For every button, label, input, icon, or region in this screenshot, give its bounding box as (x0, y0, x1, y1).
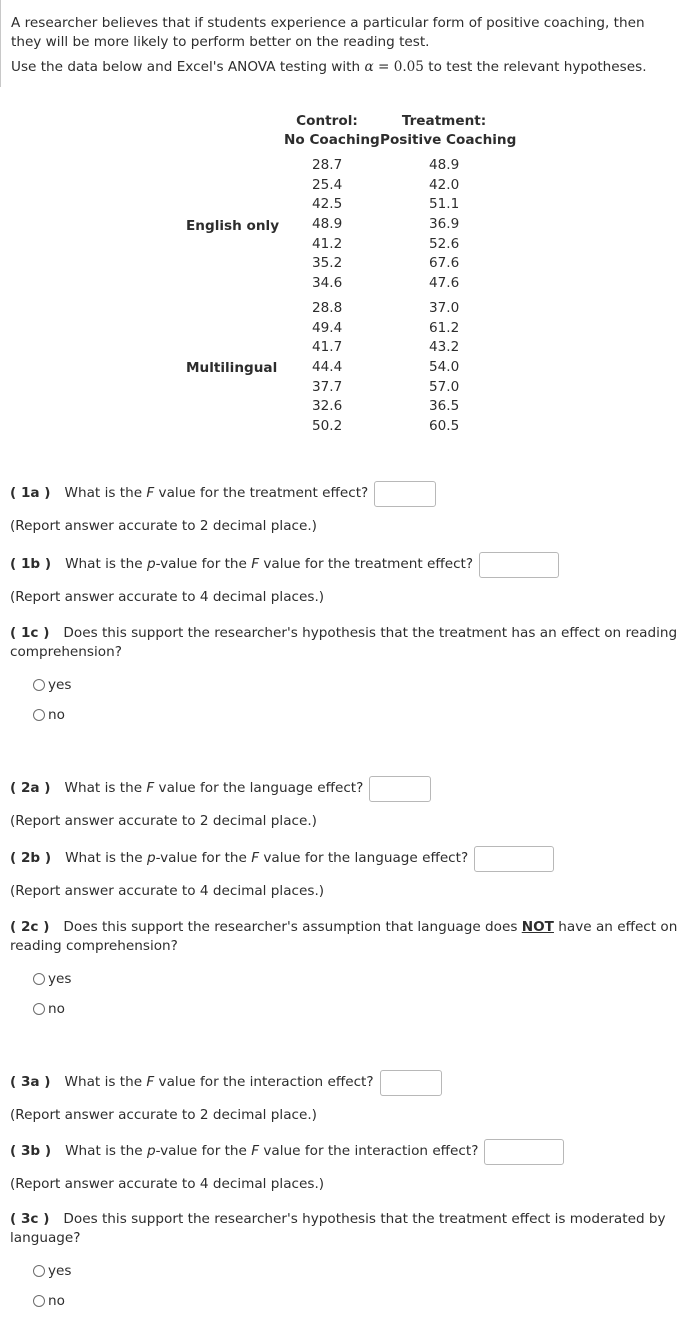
question-number: ( 1c ) (10, 625, 50, 641)
table-cell: 44.4 (312, 359, 343, 376)
table-cell: 43.2 (429, 339, 460, 356)
question-1c (10, 624, 680, 730)
question-text-mid: -value for the (155, 1143, 252, 1160)
f-variable: F (251, 1143, 260, 1160)
treatment-header-line2: Positive Coaching (380, 132, 517, 149)
radio-option-no[interactable] (33, 700, 680, 730)
table-cell: 67.6 (429, 255, 460, 272)
question-number: ( 3c ) (10, 1211, 50, 1227)
table-cell: 41.7 (312, 339, 343, 356)
control-header-line1: Control: (296, 113, 358, 129)
question-text-mid: -value for the (155, 850, 252, 867)
table-cell: 25.4 (312, 176, 343, 193)
radio-option-yes[interactable] (33, 670, 680, 700)
answer-input-3b[interactable] (484, 1139, 564, 1165)
radio-option-yes[interactable] (33, 1256, 680, 1286)
table-cell: 51.1 (429, 196, 460, 213)
table-cell: 50.2 (312, 418, 343, 435)
question-number: ( 2b ) (10, 850, 52, 867)
precision-note: (Report answer accurate to 2 decimal place.) (10, 1107, 317, 1123)
question-number: ( 3b ) (10, 1143, 52, 1160)
question-text (65, 779, 364, 798)
treatment-header-line1: Treatment: (401, 113, 487, 129)
question-3c (10, 1210, 680, 1316)
question-text-emphasis: NOT (521, 919, 554, 935)
question-text-post: value for the language effect? (259, 850, 469, 867)
question-text-post: value for the interaction effect? (154, 1074, 374, 1091)
question-text-pre: What is the (65, 1143, 147, 1160)
table-cell: 35.2 (312, 255, 343, 272)
intro-statement: A researcher believes that if students experience a particular form of positive coaching, then they will be more likely to perform better on the reading test. (11, 15, 645, 51)
answer-input-1b[interactable] (479, 552, 559, 578)
precision-note: (Report answer accurate to 2 decimal place.) (10, 518, 317, 534)
question-2b (10, 846, 680, 901)
table-cell: 34.6 (312, 275, 343, 292)
question-text-post: value for the treatment effect? (154, 485, 369, 502)
table-cell: 36.9 (429, 216, 460, 233)
table-cell: 52.6 (429, 235, 460, 252)
radio-label: no (48, 1000, 65, 1017)
table-cell: 48.9 (429, 157, 460, 173)
radio-button[interactable] (33, 1295, 45, 1307)
table-cell: 47.6 (429, 275, 460, 292)
radio-label: yes (48, 1262, 72, 1279)
question-2a (10, 776, 680, 831)
table-cell: 28.8 (312, 300, 343, 316)
f-variable: F (146, 1074, 155, 1091)
question-text-post: value for the interaction effect? (259, 1143, 479, 1160)
answer-input-2a[interactable] (369, 776, 431, 802)
question-text (65, 484, 369, 503)
question-text-pre: What is the (65, 556, 147, 573)
table-cell: 28.7 (312, 157, 343, 173)
p-variable: p (146, 556, 156, 573)
question-text-pre: What is the (65, 850, 147, 867)
f-variable: F (146, 780, 155, 797)
question-text-pre: What is the (64, 1074, 147, 1091)
treatment-header (380, 112, 517, 150)
question-number: ( 2c ) (10, 919, 50, 935)
radio-button[interactable] (33, 1003, 45, 1015)
precision-note: (Report answer accurate to 4 decimal places.) (10, 1176, 325, 1192)
question-number: ( 2a ) (10, 780, 51, 797)
table-cell: 37.7 (312, 378, 343, 395)
f-variable: F (146, 485, 155, 502)
answer-input-2b[interactable] (474, 846, 554, 872)
problem-intro (0, 0, 680, 87)
question-text-pre: What is the (64, 485, 147, 502)
table-cell: 61.2 (429, 319, 460, 336)
question-text (65, 1073, 374, 1092)
question-text-pre: Does this support the researcher's assumption that language does (63, 919, 522, 935)
alpha-equals: = (373, 59, 394, 76)
precision-note: (Report answer accurate to 4 decimal places.) (10, 883, 325, 899)
question-3b (10, 1139, 680, 1194)
control-header-line2: No Coaching (284, 132, 380, 149)
radio-button[interactable] (33, 973, 45, 985)
question-text (65, 555, 473, 574)
table-cell: 42.0 (429, 176, 460, 193)
p-variable: p (146, 1143, 156, 1160)
table-cell: 41.2 (312, 235, 343, 252)
radio-button[interactable] (33, 1265, 45, 1277)
group-label-multilingual: Multilingual (186, 360, 278, 376)
instructions-suffix: to test the relevant hypotheses. (423, 59, 647, 76)
question-text-post: value for the treatment effect? (259, 556, 474, 573)
table-cell: 54.0 (429, 359, 460, 376)
precision-note: (Report answer accurate to 4 decimal places.) (10, 589, 325, 605)
question-number: ( 1b ) (10, 556, 52, 573)
p-variable: p (146, 850, 156, 867)
radio-label: no (48, 706, 65, 723)
table-cell: 36.5 (429, 398, 460, 415)
table-cell: 37.0 (429, 300, 460, 316)
question-text: Does this support the researcher's hypothesis that the treatment has an effect on reading comprehension? (10, 625, 678, 661)
radio-button[interactable] (33, 709, 45, 721)
question-number: ( 3a ) (10, 1074, 51, 1091)
control-header (284, 112, 380, 150)
question-2c (10, 918, 680, 1024)
radio-option-no[interactable] (33, 1286, 680, 1316)
alpha-symbol: α (364, 59, 374, 76)
question-text-pre: What is the (64, 780, 147, 797)
question-text (65, 1142, 478, 1161)
question-text-mid: -value for the (155, 556, 252, 573)
multilingual-control-values (312, 299, 362, 437)
radio-button[interactable] (33, 679, 45, 691)
radio-label: no (48, 1292, 65, 1309)
f-variable: F (251, 850, 260, 867)
intro-instructions (11, 58, 672, 77)
table-cell: 49.4 (312, 319, 343, 336)
radio-label: yes (48, 970, 72, 987)
radio-option-yes[interactable] (33, 964, 680, 994)
table-cell: 57.0 (429, 378, 460, 395)
english-treatment-values (429, 156, 479, 294)
table-cell: 60.5 (429, 418, 460, 435)
answer-input-1a[interactable] (374, 481, 436, 507)
precision-note: (Report answer accurate to 2 decimal place.) (10, 813, 317, 829)
alpha-value: 0.05 (393, 59, 424, 76)
radio-option-no[interactable] (33, 994, 680, 1024)
question-1b (10, 552, 680, 607)
question-text-post: have an effect on reading comprehension? (10, 919, 678, 955)
question-text-post: value for the language effect? (154, 780, 364, 797)
question-number: ( 1a ) (10, 485, 51, 502)
table-cell: 32.6 (312, 398, 343, 415)
answer-input-3a[interactable] (380, 1070, 442, 1096)
question-text (65, 849, 468, 868)
multilingual-treatment-values (429, 299, 479, 437)
radio-label: yes (48, 676, 72, 693)
instructions-prefix: Use the data below and Excel's ANOVA testing with (11, 59, 361, 76)
question-1a (10, 481, 680, 536)
question-3a (10, 1070, 680, 1125)
f-variable: F (251, 556, 260, 573)
table-cell: 48.9 (312, 216, 343, 233)
table-cell: 42.5 (312, 196, 343, 213)
group-label-english-only: English only (186, 218, 280, 234)
question-text: Does this support the researcher's hypothesis that the treatment effect is moderated by language? (10, 1211, 666, 1247)
english-control-values (312, 156, 362, 294)
